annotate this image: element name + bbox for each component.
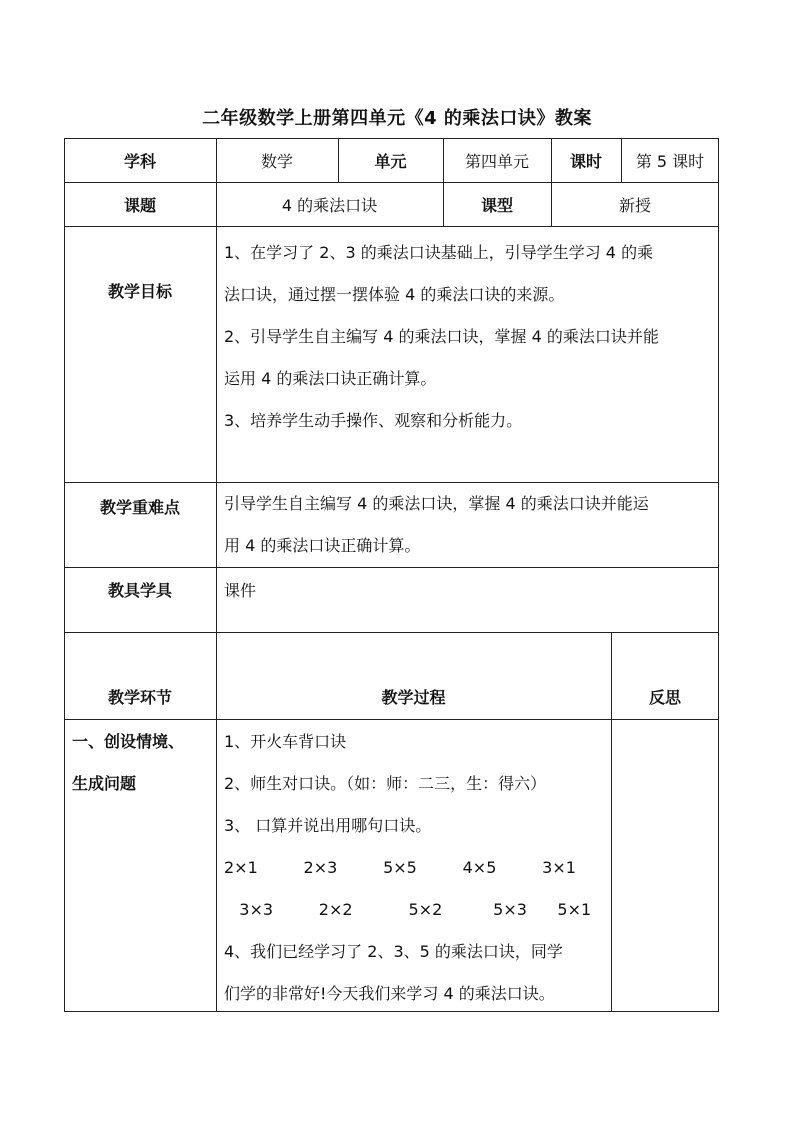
lesson-plan-table [64, 138, 719, 1012]
stage-header: 教学环节 [107, 687, 172, 707]
objective-line: 法口诀，通过摆一摆体验 4 的乘法口诀的来源。 [224, 285, 565, 304]
calc-row: 3×3 2×2 5×2 5×3 5×1 [224, 900, 592, 919]
subject-value: 数学 [260, 151, 293, 171]
period-label: 课时 [569, 151, 602, 171]
materials-label: 教具学具 [107, 580, 172, 600]
stage1-label-line: 一、创设情境、 [72, 732, 185, 751]
unit-value: 第四单元 [464, 151, 529, 171]
period-value: 第 5 课时 [635, 151, 705, 171]
document-title: 二年级数学上册第四单元《4 的乘法口诀》教案 [202, 108, 592, 129]
stage1-label [72, 721, 216, 805]
lesson-type-value: 新授 [618, 195, 651, 215]
stage1-content [216, 719, 611, 1012]
calc-row: 2×1 2×3 5×5 4×5 3×1 [224, 858, 576, 877]
key-point-line: 用 4 的乘法口诀正确计算。 [224, 536, 421, 555]
materials-value: 课件 [224, 580, 257, 600]
objective-line: 3、培养学生动手操作、观察和分析能力。 [224, 411, 523, 430]
key-points-content [216, 482, 719, 567]
topic-value: 4 的乘法口诀 [281, 195, 378, 215]
unit-label: 单元 [374, 151, 407, 171]
subject-label: 学科 [123, 151, 156, 171]
objectives-label: 教学目标 [107, 281, 172, 301]
process-line: 2、师生对口诀。（如：师：二三，生：得六） [224, 774, 547, 793]
process-header: 教学过程 [381, 687, 446, 707]
objective-line: 1、在学习了 2、3 的乘法口诀基础上，引导学生学习 4 的乘 [224, 243, 654, 262]
objectives-content [216, 226, 719, 482]
objective-line: 运用 4 的乘法口诀正确计算。 [224, 369, 437, 388]
key-point-line: 引导学生自主编写 4 的乘法口诀，掌握 4 的乘法口诀并能运 [224, 494, 649, 513]
reflection-header: 反思 [648, 687, 681, 707]
objective-line: 2、引导学生自主编写 4 的乘法口诀，掌握 4 的乘法口诀并能 [224, 327, 659, 346]
topic-label: 课题 [123, 195, 156, 215]
process-line: 1、开火车背口诀 [224, 732, 347, 751]
process-line: 4、我们已经学习了 2、3、5 的乘法口诀，同学 [224, 942, 563, 961]
process-line: 们学的非常好!今天我们来学习 4 的乘法口诀。 [224, 984, 555, 1003]
lesson-type-label: 课型 [480, 195, 513, 215]
stage1-label-line: 生成问题 [72, 774, 137, 793]
key-points-label: 教学重难点 [99, 497, 180, 517]
process-line: 3、 口算并说出用哪句口诀。 [224, 816, 432, 835]
